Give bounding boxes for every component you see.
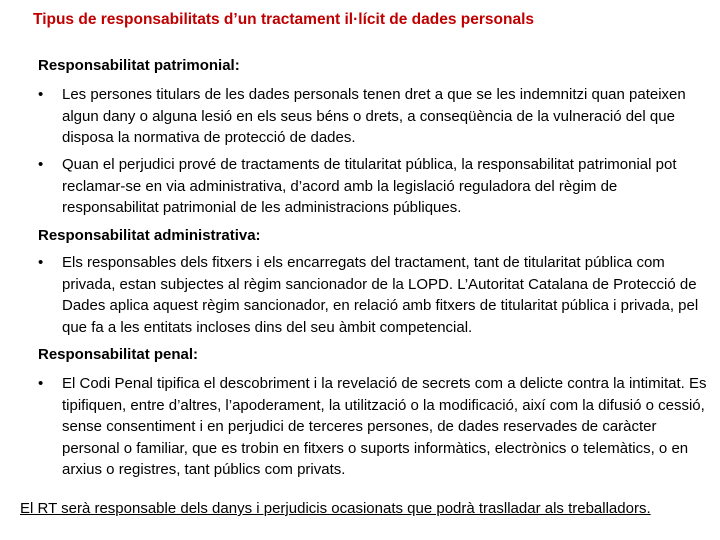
footer-note: El RT serà responsable dels danys i perjudicis ocasionats que podrà traslladar als treballadors. [20,500,651,517]
heading-penal: Responsabilitat penal: [38,346,199,363]
bullet-text: Els responsables dels fitxers i els encarregats del tractament, tant de titularitat pública com privada, estan subjectes al règim sancionador de la LOPD. L’Autoritat Catalana de Protecció de Dades aplica aquest règim sancionador, en relació amb fitxers de titularitat pública i privada, pel que fa a les entitats incloses dins del seu àmbit competencial. [62,254,699,336]
bullet-item [38,154,710,219]
bullet-item [38,373,710,481]
bullet-item [38,84,710,149]
bullet-dot: • [38,375,44,392]
slide-title: Tipus de responsabilitats d’un tractament il·lícit de dades personals [33,11,535,28]
heading-administrativa: Responsabilitat administrativa: [38,227,261,244]
bullet-dot: • [38,254,44,271]
bullet-text: El Codi Penal tipifica el descobriment i la revelació de secrets com a delicte contra la intimitat. Es tipifiquen, entre d’altres, l’apoderament, la utilització o la modificació, així com la difusió o cessió, sense consentiment i en perjudici de terceres persones, de dades reservades de caràcter personal o familiar, que es trobin en fitxers o suports informàtics, electrònics o telemàtics, o en arxius o registres, tant públics com privats. [62,375,707,478]
bullet-dot: • [38,86,44,103]
heading-patrimonial: Responsabilitat patrimonial: [38,57,240,74]
bullet-dot: • [38,156,44,173]
bullet-text: Quan el perjudici prové de tractaments de titularitat pública, la responsabilitat patrimonial pot reclamar-se en via administrativa, d’acord amb la legislació reguladora del règim de responsabilitat patrimonial de les administracions públiques. [62,156,677,216]
bullet-text: Les persones titulars de les dades personals tenen dret a que se les indemnitzi quan pateixen algun dany o alguna lesió en els seus béns o drets, a conseqüència de la vulneració del que disposa la normativa de protecció de dades. [62,86,686,146]
bullet-item [38,252,710,338]
